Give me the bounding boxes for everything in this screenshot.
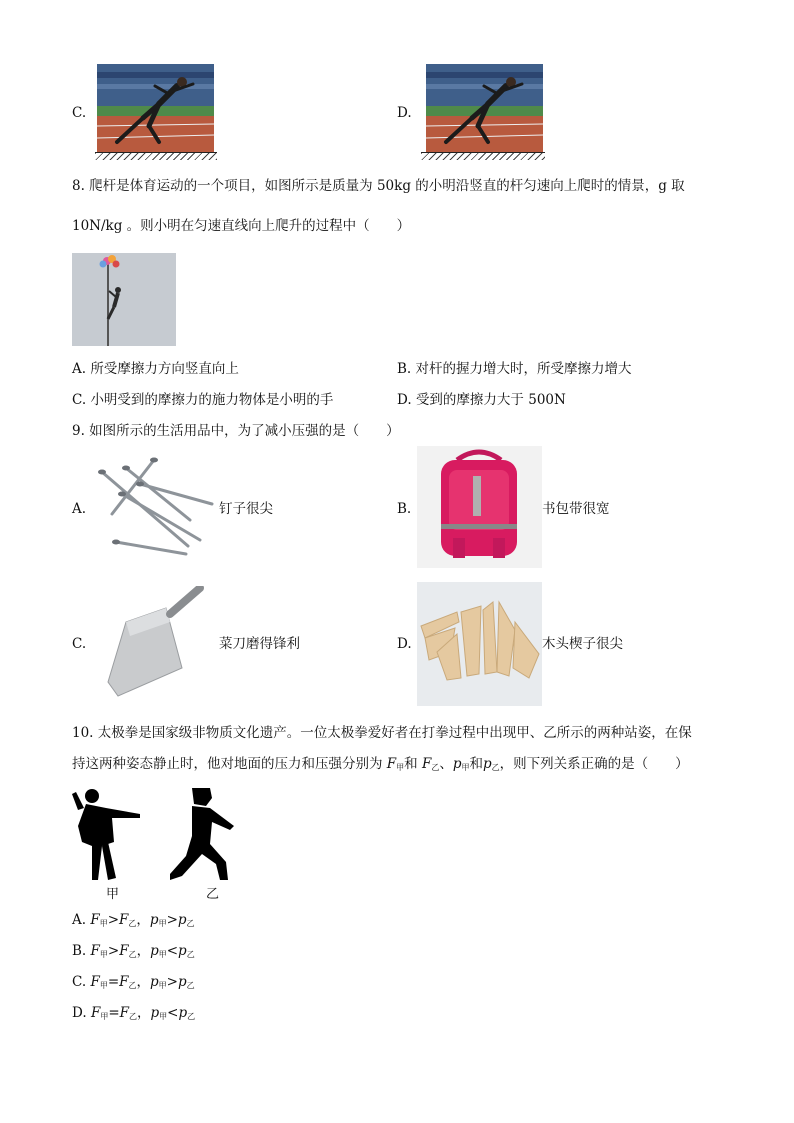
taichi-pose-yi (166, 786, 238, 882)
q7-option-d-label: D. (397, 105, 412, 121)
q9-option-a-caption: 钉子很尖 (219, 501, 273, 517)
q10-stem-line2: 持这两种姿态静止时，他对地面的压力和压强分别为 $F_甲$和 $F_乙$、$p_甲$和$p_乙$，则下列关系正确的是（ ） (72, 756, 689, 772)
pole-climber-photo (72, 253, 176, 346)
q8-option-b: B. 对杆的握力增大时，所受摩擦力增大 (397, 361, 632, 377)
q10-stem-line1: 10. 太极拳是国家级非物质文化遗产。一位太极拳爱好者在打拳过程中出现甲、乙所示的两种站姿，在保 (72, 725, 692, 741)
backpack-photo (417, 446, 542, 568)
q9-option-b-label: B. (397, 501, 412, 517)
q9-option-c-caption: 菜刀磨得锋利 (219, 636, 300, 652)
ground-hatch-c (95, 152, 217, 160)
taichi-pose-jia (72, 786, 144, 882)
q9-option-d-label: D. (397, 636, 412, 652)
wood-wedges-photo (417, 582, 542, 706)
q9-stem: 9. 如图所示的生活用品中，为了减小压强的是（ ） (72, 423, 400, 439)
q10-option-c: C. $F_甲=F_乙$，$p_甲>p_乙$ (72, 974, 195, 990)
cleaver-photo (104, 586, 204, 700)
q8-option-c: C. 小明受到的摩擦力的施力物体是小明的手 (72, 392, 334, 408)
figure-label-jia: 甲 (106, 887, 120, 902)
ground-hatch-d (421, 152, 545, 160)
sprinter-photo-d (426, 64, 543, 152)
q10-option-d: D. $F_甲=F_乙$，$p_甲<p_乙$ (72, 1005, 196, 1021)
q8-option-d: D. 受到的摩擦力大于 500N (397, 392, 566, 408)
q9-option-c-label: C. (72, 636, 87, 652)
q10-option-a: A. $F_甲>F_乙$，$p_甲>p_乙$ (72, 912, 195, 928)
q8-option-a: A. 所受摩擦力方向竖直向上 (72, 361, 239, 377)
q9-option-a-label: A. (72, 501, 87, 517)
nails-photo (92, 454, 220, 560)
q10-option-b: B. $F_甲>F_乙$，$p_甲<p_乙$ (72, 943, 195, 959)
q9-option-b-caption: 书包带很宽 (542, 501, 610, 517)
figure-label-yi: 乙 (206, 887, 220, 902)
q8-stem-line2: 10N/kg 。则小明在匀速直线向上爬升的过程中（ ） (72, 218, 411, 234)
sprinter-photo-c (97, 64, 214, 152)
q7-option-c-label: C. (72, 105, 87, 121)
q9-option-d-caption: 木头楔子很尖 (542, 636, 623, 652)
q8-stem-line1: 8. 爬杆是体育运动的一个项目，如图所示是质量为 50kg 的小明沿竖直的杆匀速向上爬时的情景，g 取 (72, 178, 685, 194)
